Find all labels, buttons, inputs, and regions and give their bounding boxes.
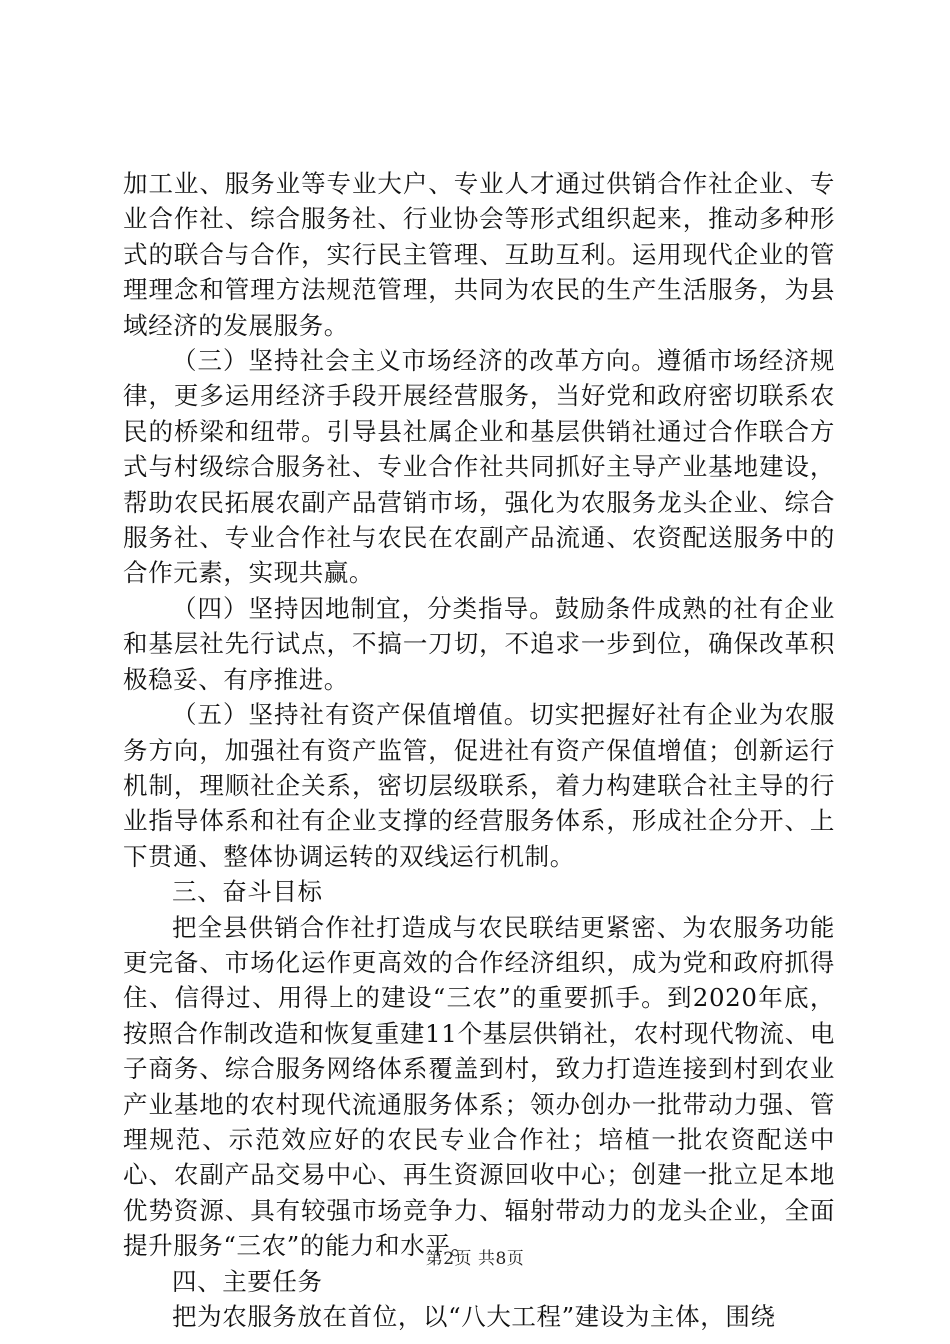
section-heading-goals: 三、奋斗目标: [172, 877, 323, 907]
paragraph-continuation: 加工业、服务业等专业大户、专业人才通过供销合作社企业、专业合作社、综合服务社、行业协会等形式组织起来，推动多种形式的联合与合作，实行民主管理、互助互利。运用现代企业的管理理念和管理方法规范管理，共同为农民的生产生活服务，为县域经济的发展服务。: [123, 169, 835, 340]
paragraph-principle-3: （三）坚持社会主义市场经济的改革方向。遵循市场经济规律，更多运用经济手段开展经营服务，当好党和政府密切联系农民的桥梁和纽带。引导县社属企业和基层供销社通过合作联合方式与村级综合服务社、专业合作社共同抓好主导产业基地建设，帮助农民拓展农副产品营销市场，强化为农服务龙头企业、综合服务社、专业合作社与农民在农副产品流通、农资配送服务中的合作元素，实现共赢。: [123, 346, 835, 588]
section-heading-tasks: 四、主要任务: [172, 1266, 323, 1296]
document-body: [123, 166, 835, 1334]
page-footer: 第2页 共8页: [425, 1249, 525, 1269]
paragraph-principle-4: （四）坚持因地制宜，分类指导。鼓励条件成熟的社有企业和基层社先行试点，不搞一刀切，不追求一步到位，确保改革积极稳妥、有序推进。: [123, 593, 835, 694]
paragraph-tasks-intro: 把为农服务放在首位，以“八大工程”建设为主体，围绕: [172, 1302, 776, 1331]
paragraph-principle-5: （五）坚持社有资产保值增值。切实把握好社有企业为农服务方向，加强社有资产监管，促进社有资产保值增值；创新运行机制，理顺社企关系，密切层级联系，着力构建联合社主导的行业指导体系和社有企业支撑的经营服务体系，形成社企分开、上下贯通、整体协调运转的双线运行机制。: [123, 700, 835, 871]
paragraph-goals: 把全县供销合作社打造成与农民联结更紧密、为农服务功能更完备、市场化运作更高效的合作经济组织，成为党和政府抓得住、信得过、用得上的建设“三农”的重要抓手。到2020年底，按照合作制改造和恢复重建11个基层供销社，农村现代物流、电子商务、综合服务网络体系覆盖到村，致力打造连接到村到农业产业基地的农村现代流通服务体系；领办创办一批带动力强、管理规范、示范效应好的农民专业合作社；培植一批农资配送中心、农副产品交易中心、再生资源回收中心；创建一批立足本地优势资源、具有较强市场竞争力、辐射带动力的龙头企业，全面提升服务“三农”的能力和水平。: [123, 912, 835, 1261]
